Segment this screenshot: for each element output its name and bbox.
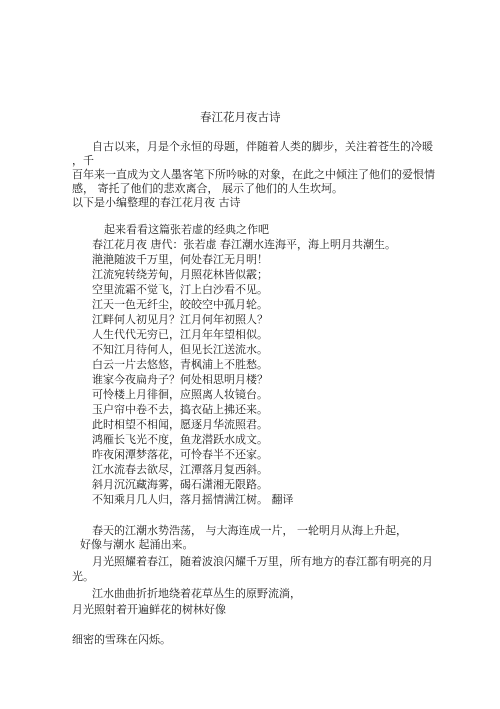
poem-line: 滟滟随波千万里，何处春江无月明！: [92, 253, 268, 266]
poem-line: 玉户帘中卷不去，捣衣砧上拂还来。: [92, 403, 268, 416]
poem-line: 江天一色无纤尘，皎皎空中孤月轮。: [92, 298, 268, 311]
poem-line: 谁家今夜扁舟子？何处相思明月楼？: [92, 373, 268, 386]
poem-line: 江畔何人初见月？江月何年初照人？: [92, 313, 268, 326]
poem-line: 可怜楼上月徘徊，应照离人妆镜台。: [92, 388, 268, 401]
poem-line: 春江花月夜 唐代：张若虚 春江潮水连海平，海上明月共潮生。: [92, 238, 396, 251]
poem-line: 不知乘月几人归，落月摇情满江树。 翻译: [92, 493, 294, 506]
intro-line: 以下是小编整理的春江花月夜 古诗: [72, 196, 241, 209]
translation-line: 细密的雪珠在闪烁。: [72, 633, 171, 646]
poem-line: 江水流春去欲尽，江潭落月复西斜。: [92, 463, 268, 476]
poem-line: 人生代代无穷已，江月年年望相似。: [92, 328, 268, 341]
section-heading: 起来看看这篇张若虚的经典之作吧: [104, 223, 269, 236]
document-title: 春江花月夜古诗: [200, 110, 281, 124]
translation-line: 好像与潮水 起涌出来。: [80, 538, 194, 551]
poem-line: 此时相望不相闻，愿逐月华流照君。: [92, 418, 268, 431]
intro-line: ，千: [72, 154, 94, 167]
poem-line: 江流宛转绕芳甸，月照花林皆似霰；: [92, 268, 268, 281]
poem-line: 斜月沉沉藏海雾，碣石潇湘无限路。: [92, 478, 268, 491]
poem-line: 不知江月待何人，但见长江送流水。: [92, 343, 268, 356]
intro-line: 感， 寄托了他们的悲欢离合， 展示了他们的人生坎坷。: [72, 182, 343, 195]
poem-line: 空里流霜不觉飞，汀上白沙看不见。: [92, 283, 268, 296]
intro-line: 自古以来，月是个永恒的母题，伴随着人类的脚步，关注着苍生的冷暖: [92, 140, 433, 153]
translation-line: 月光照射着开遍鲜花的树林好像: [72, 603, 226, 616]
poem-line: 白云一片去悠悠，青枫浦上不胜愁。: [92, 358, 268, 371]
intro-line: 百年来一直成为文人墨客笔下所吟咏的对象，在此之中倾注了他们的爱恨情: [72, 168, 435, 181]
translation-line: 春天的江潮水势浩荡， 与大海连成一片， 一轮明月从海上升起，: [92, 524, 407, 537]
poem-line: 昨夜闲潭梦落花，可怜春半不还家。: [92, 448, 268, 461]
translation-line: 光。: [72, 570, 94, 583]
poem-line: 鸿雁长飞光不度，鱼龙潜跃水成文。: [92, 433, 268, 446]
translation-line: 月光照耀着春江，随着波浪闪耀千万里，所有地方的春江都有明亮的月: [92, 555, 433, 568]
translation-line: 江水曲曲折折地绕着花草丛生的原野流淌，: [92, 587, 301, 600]
